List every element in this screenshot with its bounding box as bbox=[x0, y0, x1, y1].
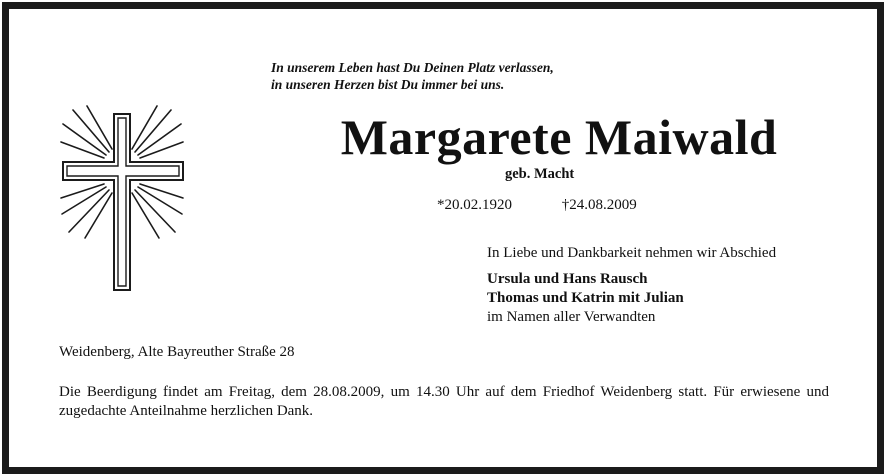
cross-with-rays-icon bbox=[59, 102, 185, 292]
motto-line-2: in unseren Herzen bist Du immer bei uns. bbox=[271, 77, 505, 92]
life-dates bbox=[437, 197, 637, 214]
birth-date: *20.02.1920 bbox=[437, 197, 512, 213]
mourner-name: Ursula und Hans Rausch bbox=[487, 271, 648, 287]
relatives-line: im Namen aller Verwandten bbox=[487, 309, 656, 325]
obituary-notice bbox=[2, 2, 884, 474]
address: Weidenberg, Alte Bayreuther Straße 28 bbox=[59, 344, 295, 360]
mourner-name: Thomas und Katrin mit Julian bbox=[487, 290, 684, 306]
deceased-name: Margarete Maiwald bbox=[340, 109, 778, 165]
mourners-block bbox=[487, 244, 867, 327]
motto bbox=[271, 59, 691, 93]
funeral-notice: Die Beerdigung findet am Freitag, dem 28.08.2009, um 14.30 Uhr auf dem Friedhof Weidenberg statt. Für erwiesene und zugedachte Anteilnahme herzlichen Dank. bbox=[59, 384, 829, 419]
motto-line-1: In unserem Leben hast Du Deinen Platz verlassen, bbox=[271, 60, 554, 75]
death-date: †24.08.2009 bbox=[561, 197, 637, 213]
birth-name: geb. Macht bbox=[505, 166, 575, 182]
farewell-line: In Liebe und Dankbarkeit nehmen wir Abschied bbox=[487, 245, 777, 261]
